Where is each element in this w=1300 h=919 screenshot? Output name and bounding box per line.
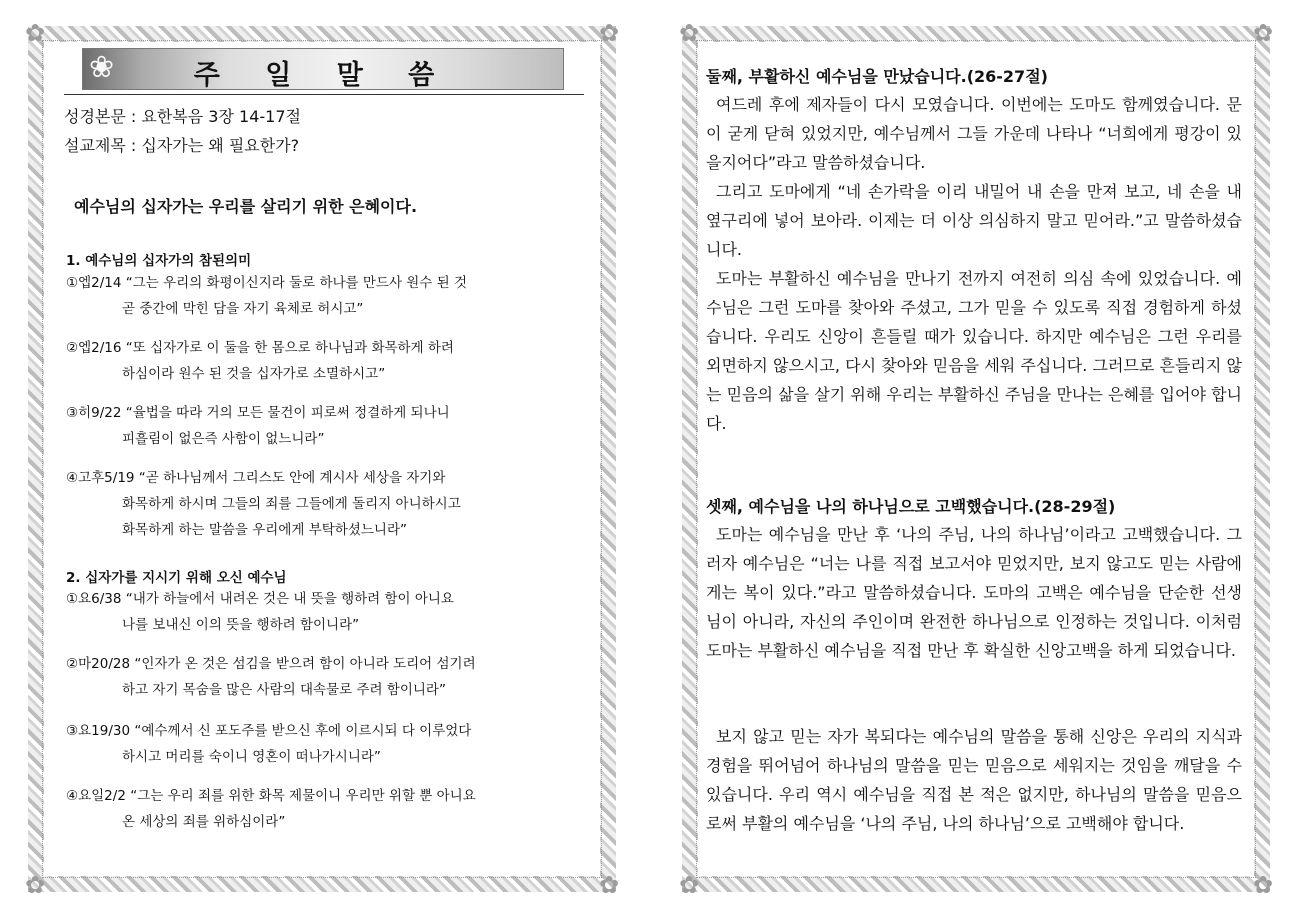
section-heading-second: 둘째, 부활하신 예수님을 만났습니다.(26-27절) [706, 67, 1048, 86]
verse-line: 하심이라 원수 된 것을 십자가로 소멸하시고” [122, 366, 386, 382]
flower-ornament-icon: ✿ [24, 19, 46, 47]
verse-item [66, 465, 461, 543]
scripture-reference: 성경본문 : 요한복음 3장 14-17절 [64, 107, 301, 126]
paragraph: 그리고 도마에게 “네 손가락을 이리 내밀어 내 손을 만져 보고, 네 손을 내 옆구리에 넣어 보아라. 이제는 더 이상 의심하지 말고 믿어라.”고 말씀하셨습니다. [706, 182, 1242, 259]
verse-line: ③요19/30 “예수께서 신 포도주를 받으신 후에 이르시되 다 이루었다 [66, 723, 472, 739]
paragraph: 여드레 후에 제자들이 다시 모였습니다. 이번에는 도마도 함께였습니다. 문이 굳게 닫혀 있었지만, 예수님께서 그들 가운데 나타나 “너희에게 평강이 있을지어다”라고 말씀하셨습니다. [706, 95, 1242, 172]
verse-item [66, 651, 476, 703]
verse-item [66, 586, 454, 638]
flower-ornament-icon: ✿ [598, 871, 620, 899]
daisy-icon: ❀ [89, 50, 115, 85]
verse-line: 나를 보내신 이의 뜻을 행하려 함이니라” [122, 617, 360, 633]
flower-ornament-icon: ✿ [678, 19, 700, 47]
page-title: 주 일 말 씀 [193, 60, 453, 91]
left-page [24, 19, 620, 899]
paragraph: 도마는 부활하신 예수님을 만나기 전까지 여전히 의심 속에 있었습니다. 예수님은 그런 도마를 찾아와 주셨고, 그가 믿을 수 있도록 직접 경험하게 하셨습니다. 우리도 신앙이 흔들릴 때가 있습니다. 하지만 예수님은 그런 우리를 외면하지 않으시고, 다시 찾아와 믿음을 세워 주십니다. 그러므로 흔들리지 않는 믿음의 삶을 살기 위해 우리는 부활하신 주님을 만나는 은혜를 입어야 합니다. [706, 269, 1242, 433]
verse-line: ④요일2/2 “그는 우리 죄를 위한 화목 제물이니 우리만 위할 뿐 아니요 [66, 788, 476, 804]
section-heading-2: 2. 십자가를 지시기 위해 오신 예수님 [66, 570, 287, 586]
verse-line: 하고 자기 목숨을 많은 사람의 대속물로 주려 함이니라” [122, 682, 446, 698]
verse-line: 화목하게 하시며 그들의 죄를 그들에게 돌리지 아니하시고 [122, 496, 461, 512]
flower-ornament-icon: ✿ [678, 871, 700, 899]
verse-line: ②엡2/16 “또 십자가로 이 둘을 한 몸으로 하나님과 화목하게 하려 [66, 340, 454, 356]
flower-ornament-icon: ✿ [1252, 871, 1274, 899]
verse-item [66, 400, 450, 452]
verse-line: 온 세상의 죄를 위하심이라” [122, 814, 286, 830]
verse-line: ②마20/28 “인자가 온 것은 섬김을 받으려 함이 아니라 도리어 섬기려 [66, 656, 476, 672]
verse-line: 피흘림이 없은즉 사함이 없느니라” [122, 431, 325, 447]
verse-line: ④고후5/19 “곧 하나님께서 그리스도 안에 계시사 세상을 자기와 [66, 470, 446, 486]
verse-item [66, 718, 471, 770]
flower-ornament-icon: ✿ [598, 19, 620, 47]
flower-ornament-icon: ✿ [1252, 19, 1274, 47]
sermon-theme: 예수님의 십자가는 우리를 살리기 위한 은혜이다. [74, 197, 418, 216]
title-divider [64, 94, 584, 95]
verse-line: 곧 중간에 막힌 담을 자기 육체로 허시고” [122, 301, 364, 317]
verse-item [66, 783, 476, 835]
section-heading-third: 셋째, 예수님을 나의 하나님으로 고백했습니다.(28-29절) [706, 497, 1116, 516]
right-page-content [698, 42, 1254, 876]
verse-line: ①요6/38 “내가 하늘에서 내려온 것은 내 뜻을 행하려 함이 아니요 [66, 591, 454, 607]
title-banner [82, 48, 564, 90]
paragraph: 도마는 예수님을 만난 후 ‘나의 주님, 나의 하나님’이라고 고백했습니다. 그러자 예수님은 “너는 나를 직접 보고서야 믿었지만, 보지 않고도 믿는 사람에게는 복이 있다.”라고 말씀하셨습니다. 도마의 고백은 예수님을 단순한 선생님이 아니라, 자신의 주인이며 완전한 하나님으로 인정하는 것입니다. 이처럼 도마는 부활하신 예수님을 직접 만난 후 확실한 신앙고백을 하게 되었습니다. [706, 525, 1242, 660]
left-page-content [44, 42, 600, 876]
verse-line: ③히9/22 “율법을 따라 거의 모든 물건이 피로써 정결하게 되나니 [66, 405, 450, 421]
section-heading-1: 1. 예수님의 십자가의 참된의미 [66, 253, 252, 269]
verse-line: 하시고 머리를 숙이니 영혼이 떠나가시니라” [122, 749, 381, 765]
sermon-title: 설교제목 : 십자가는 왜 필요한가? [64, 136, 300, 155]
flower-ornament-icon: ✿ [24, 871, 46, 899]
verse-item [66, 335, 454, 387]
right-page [678, 19, 1274, 899]
verse-line: 화목하게 하는 말씀을 우리에게 부탁하셨느니라” [122, 522, 407, 538]
paragraph: 보지 않고 믿는 자가 복되다는 예수님의 말씀을 통해 신앙은 우리의 지식과 경험을 뛰어넘어 하나님의 말씀을 믿는 믿음으로 세워지는 것임을 깨달을 수 있습니다. 우리 역시 예수님을 직접 본 적은 없지만, 하나님의 말씀을 믿음으로써 부활의 예수님을 ‘나의 주님, 나의 하나님’으로 고백해야 합니다. [706, 727, 1242, 833]
verse-line: ①엡2/14 “그는 우리의 화평이신지라 둘로 하나를 만드사 원수 된 것 [66, 275, 468, 291]
verse-item [66, 270, 467, 322]
